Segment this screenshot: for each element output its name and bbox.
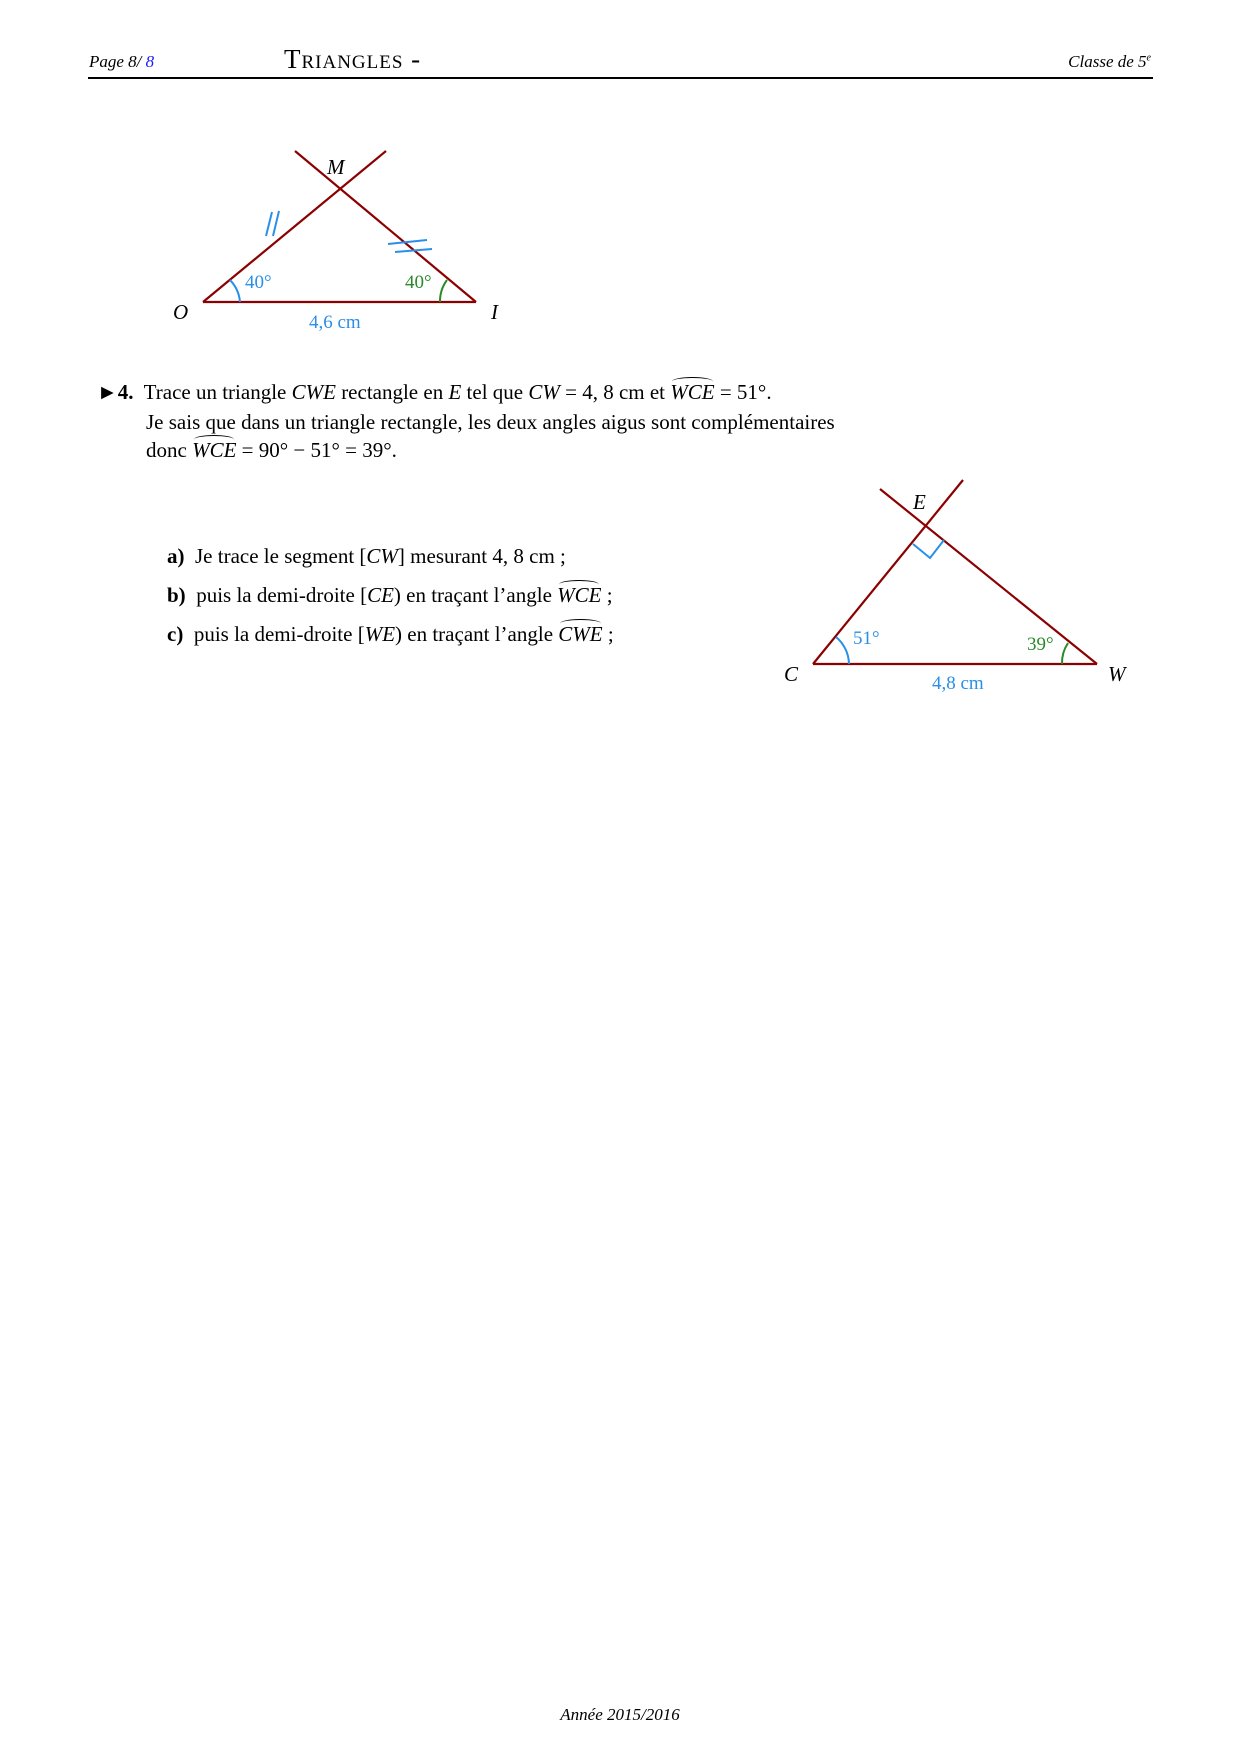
step-a: [167, 544, 566, 569]
text: = 90° − 51° = 39°.: [236, 438, 397, 462]
text: = 4, 8 cm et: [559, 380, 671, 404]
angle-label-c: 51°: [853, 628, 880, 649]
text: puis la demi-droite [: [196, 583, 368, 607]
side-length-oi: 4,6 cm: [309, 312, 361, 333]
side-length-cw: 4,8 cm: [932, 673, 984, 694]
text: donc: [146, 438, 193, 462]
math-angle-wce: WCE: [670, 380, 715, 404]
math-we: WE: [364, 622, 396, 646]
step-c: [167, 622, 614, 647]
page-number-prefix: Page 8/: [89, 52, 146, 71]
math-cwe: CWE: [291, 380, 336, 404]
class-label-text: Classe de 5: [1068, 52, 1147, 71]
angle-label-o: 40°: [245, 272, 272, 293]
vertex-label-w: W: [1108, 662, 1126, 686]
math-ce: CE: [367, 583, 394, 607]
text: ] mesurant 4, 8 cm ;: [397, 544, 566, 568]
vertex-label-o: O: [173, 300, 189, 324]
text: ;: [601, 583, 613, 607]
angle-label-w: 39°: [1027, 634, 1054, 655]
vertex-label-c: C: [784, 662, 799, 686]
exercise-4-line-3: [146, 438, 397, 463]
step-label: a): [167, 544, 185, 568]
vertex-label-m: M: [327, 155, 345, 179]
step-label: b): [167, 583, 186, 607]
math-cw: CW: [366, 544, 398, 568]
document-title: Triangles -: [284, 44, 422, 74]
page-total-link[interactable]: 8: [145, 52, 155, 71]
vertex-label-e: E: [913, 490, 926, 514]
math-cw: CW: [528, 380, 560, 404]
text: = 51°.: [714, 380, 772, 404]
math-e: E: [448, 380, 462, 404]
step-b: [167, 583, 613, 608]
class-label-sup: e: [1146, 52, 1151, 64]
math-angle-wce: WCE: [557, 583, 602, 607]
text: rectangle en: [335, 380, 449, 404]
footer-year: Année 2015/2016: [560, 1705, 680, 1724]
text: puis la demi-droite [: [193, 622, 365, 646]
exercise-marker: ►4.: [97, 380, 134, 404]
angle-label-i: 40°: [405, 272, 432, 293]
exercise-4-line-1: [97, 380, 772, 405]
text: Trace un triangle: [143, 380, 292, 404]
text: Je trace le segment [: [195, 544, 367, 568]
vertex-label-i: I: [491, 300, 498, 324]
text: ) en traçant l’angle: [393, 583, 558, 607]
math-angle-wce: WCE: [192, 438, 237, 462]
step-label: c): [167, 622, 184, 646]
text: tel que: [461, 380, 529, 404]
text: ;: [602, 622, 614, 646]
math-angle-cwe: CWE: [558, 622, 603, 646]
exercise-4-line-2: Je sais que dans un triangle rectangle, les deux angles aigus sont complémentaires: [146, 410, 835, 434]
text: ) en traçant l’angle: [395, 622, 559, 646]
